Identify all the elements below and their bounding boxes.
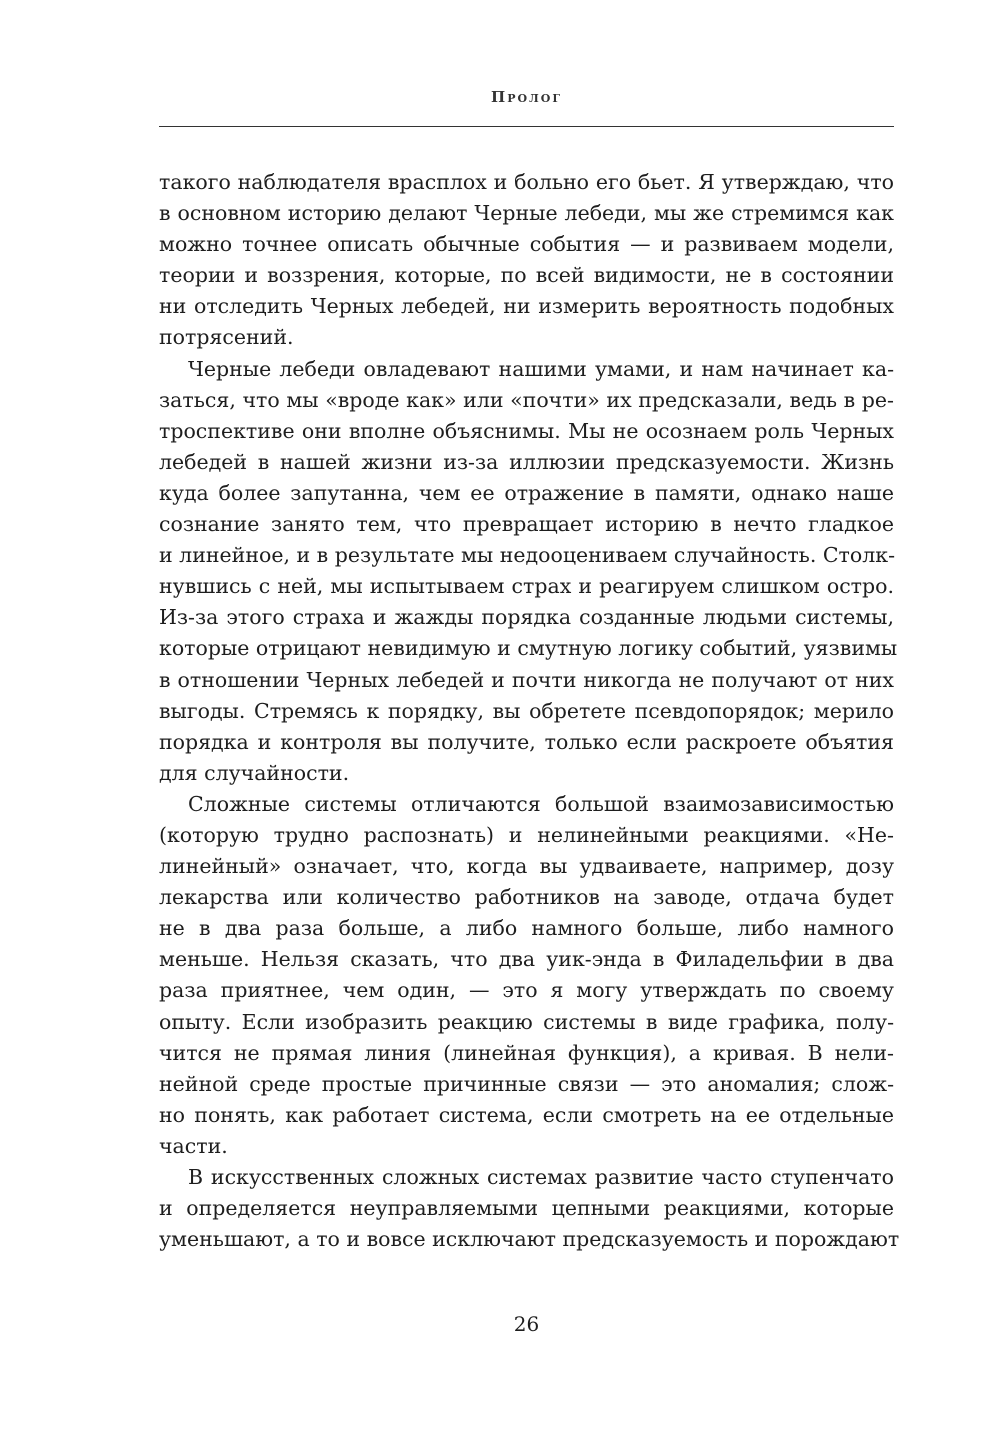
page-number: 26: [513, 1312, 540, 1336]
text-line: нувшись с ней, мы испытываем страх и реагируем слишком остро.: [159, 574, 894, 599]
text-line: меньше. Нельзя сказать, что два уик-энда в Филадельфии в два: [159, 947, 894, 972]
text-line: опыту. Если изобразить реакцию системы в виде графика, полу-: [159, 1009, 894, 1034]
paragraph: [159, 167, 894, 354]
paragraph: [159, 789, 894, 1162]
text-line: сознание занято тем, что превращает историю в нечто гладкое: [159, 512, 894, 537]
text-line: в основном историю делают Черные лебеди, мы же стремимся как: [159, 201, 894, 226]
text-line: Сложные системы отличаются большой взаимозависимостью: [188, 791, 894, 816]
text-line: (которую трудно распознать) и нелинейными реакциями. «Не-: [159, 822, 894, 847]
text-line: такого наблюдателя врасплох и больно его бьет. Я утверждаю, что: [159, 170, 894, 194]
paragraph: [159, 1162, 900, 1255]
text-line: Из-за этого страха и жажды порядка созданные людьми системы,: [159, 605, 894, 630]
text-line: троспективе они вполне объяснимы. Мы не осознаем роль Черных: [159, 418, 894, 443]
text-line: уменьшают, а то и вовсе исключают предсказуемость и порождают: [159, 1227, 900, 1252]
text-line: ни отследить Черных лебедей, ни измерить вероятность подобных: [159, 294, 894, 319]
text-line: части.: [159, 1133, 228, 1158]
text-line: порядка и контроля вы получите, только если раскроете объятия: [159, 729, 894, 754]
body-text: [159, 167, 900, 1255]
text-line: лебедей в нашей жизни из-за иллюзии предсказуемости. Жизнь: [159, 449, 894, 474]
text-line: для случайности.: [159, 760, 350, 785]
text-line: но понять, как работает система, если смотреть на ее отдельные: [159, 1102, 894, 1127]
paragraph: [159, 354, 898, 789]
text-line: чится не прямая линия (линейная функция), а кривая. В нели-: [159, 1040, 894, 1065]
text-line: В искусственных сложных системах развитие часто ступенчато: [188, 1165, 894, 1189]
text-line: теории и воззрения, которые, по всей видимости, не в состоянии: [159, 263, 894, 288]
text-line: не в два раза больше, а либо намного больше, либо намного: [159, 916, 894, 941]
text-line: Черные лебеди овладевают нашими умами, и нам начинает ка-: [188, 356, 894, 381]
text-line: выгоды. Стремясь к порядку, вы обретете псевдопорядок; мерило: [159, 698, 894, 723]
text-line: и определяется неуправляемыми цепными реакциями, которые: [159, 1196, 894, 1221]
text-line: потрясений.: [159, 325, 294, 350]
text-line: в отношении Черных лебедей и почти никогда не получают от них: [159, 667, 894, 692]
running-head: Пролог: [491, 88, 562, 106]
text-line: заться, что мы «вроде как» или «почти» их предсказали, ведь в ре-: [159, 387, 894, 412]
text-line: нейной среде простые причинные связи — это аномалия; слож-: [159, 1071, 894, 1096]
text-line: которые отрицают невидимую и смутную логику событий, уязвимы: [159, 636, 898, 661]
text-line: куда более запутанна, чем ее отражение в памяти, однако наше: [159, 480, 894, 505]
header-rule: [159, 126, 894, 127]
text-line: лекарства или количество работников на заводе, отдача будет: [159, 885, 894, 910]
text-line: раза приятнее, чем один, — это я могу утверждать по своему: [159, 978, 894, 1003]
text-line: и линейное, и в результате мы недооцениваем случайность. Столк-: [159, 543, 895, 568]
text-line: можно точнее описать обычные события — и развиваем модели,: [159, 232, 894, 257]
text-line: линейный» означает, что, когда вы удваиваете, например, дозу: [159, 854, 894, 879]
